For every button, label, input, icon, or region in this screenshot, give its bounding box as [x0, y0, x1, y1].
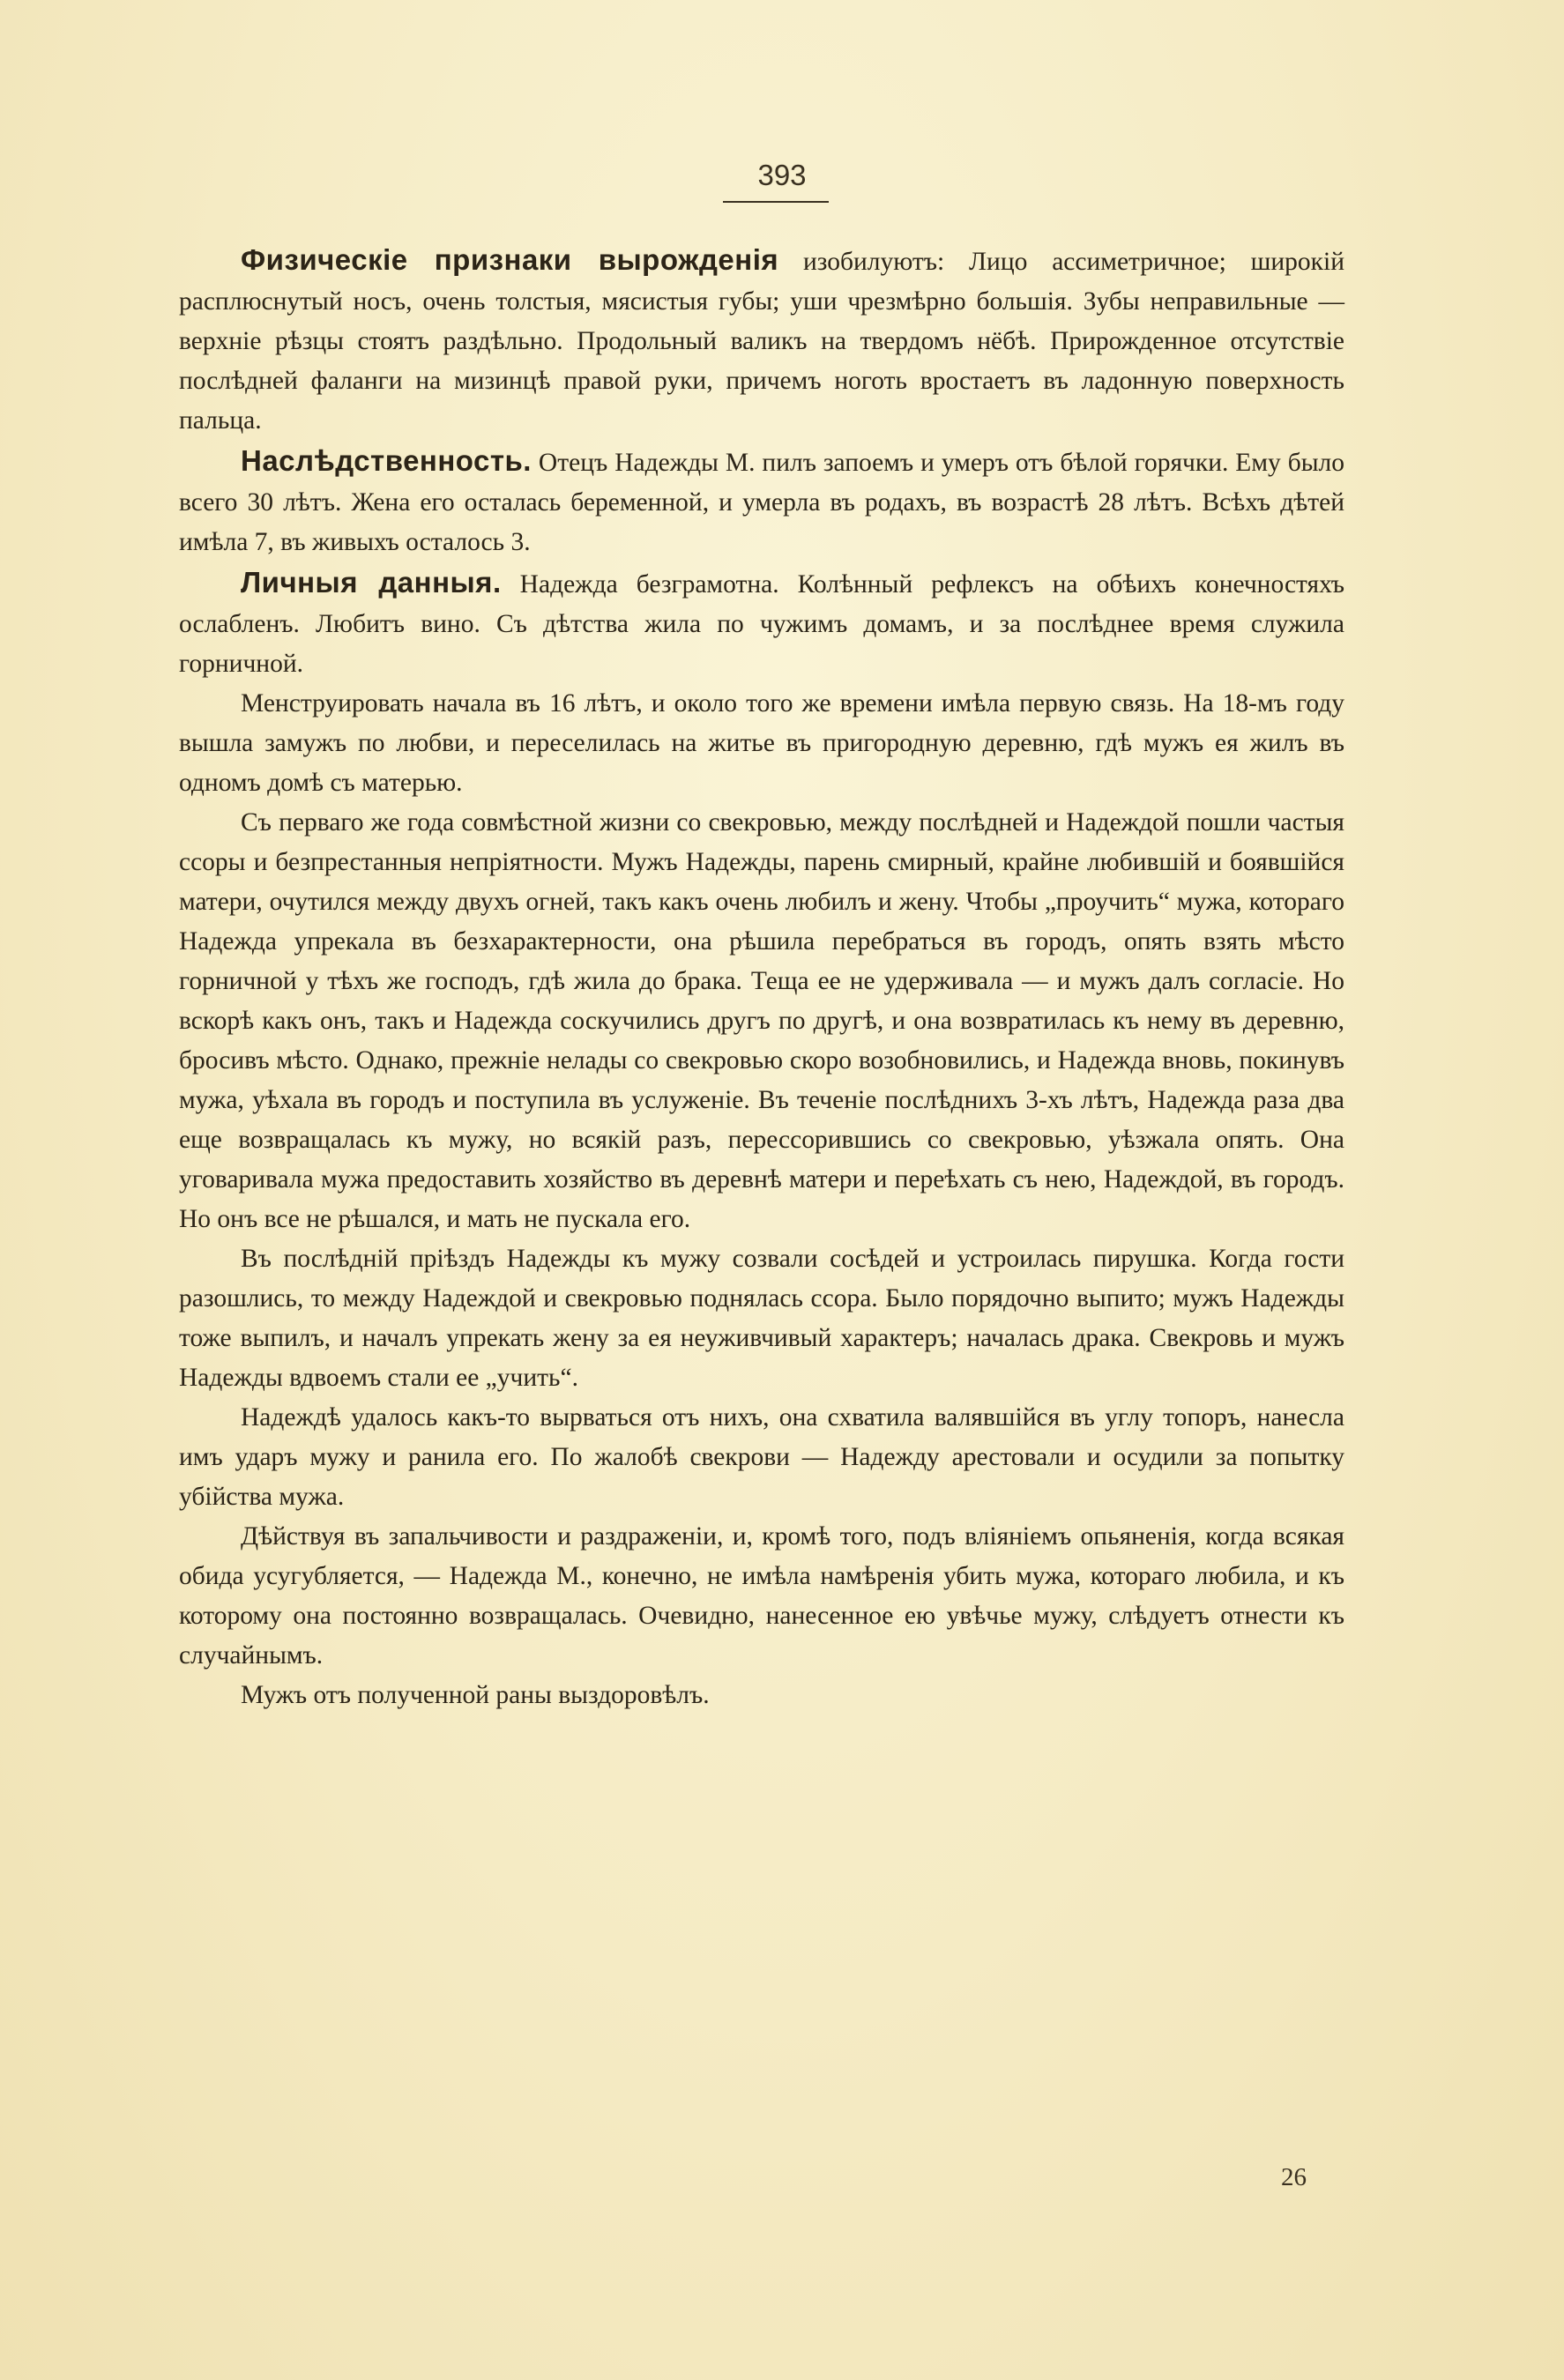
- paragraph-text: Надеждѣ удалось какъ-то вырваться отъ нихъ, она схватила валявшiйся въ углу топоръ, нанесла имъ ударъ мужу и ранила его. По жалобѣ свекрови — Надежду арестовали и осудили за попытку убiйства мужа.: [179, 1403, 1344, 1511]
- paragraph-text: Отецъ Надежды М. пилъ запоемъ и умеръ отъ бѣлой горячки. Ему было всего 30 лѣтъ. Жена его осталась беременной, и умерла въ родахъ, въ возрастѣ 28 лѣтъ. Всѣхъ дѣтей имѣла 7, въ живыхъ осталось 3.: [179, 449, 1344, 556]
- heading-personal-data: Личныя данныя.: [241, 566, 502, 599]
- page-number-rule: [723, 201, 829, 203]
- heading-physical-signs: Физическiе признаки вырожденiя: [241, 243, 779, 276]
- paragraph-recovery: [179, 1676, 1344, 1715]
- paragraph-text: Въ послѣднiй прiѣздъ Надежды къ мужу созвали сосѣдей и устроилась пирушка. Когда гости разошлись, то между Надеждой и свекровью поднялась ссора. Было порядочно выпито; мужъ Надежды тоже выпилъ, и началъ упрекать жену за ея неуживчивый характеръ; началась драка. Свекровь и мужъ Надежды вдвоемъ стали ее „учить“.: [179, 1245, 1344, 1392]
- paragraph-text: изобилуютъ: Лицо ассиметричное; широкiй расплюснутый носъ, очень толстыя, мясистыя губы; уши чрезмѣрно большiя. Зубы неправильные — верхнiе рѣзцы стоятъ раздѣльно. Продольный валикъ на твердомъ нёбѣ. Прирожденное отсутствiе послѣдней фаланги на мизинцѣ правой руки, причемъ ноготь вростаетъ въ ладонную поверхность пальца.: [179, 248, 1344, 435]
- signature-mark: 26: [1281, 2163, 1307, 2191]
- paragraph-menstruation: [179, 684, 1344, 803]
- paragraph-text: Мужъ отъ полученной раны выздоровѣлъ.: [241, 1681, 710, 1709]
- body-text: [179, 240, 1344, 1715]
- heading-heredity: Наслѣдственность.: [241, 444, 532, 477]
- paragraph-text: Надежда безграмотна. Колѣнный рефлексъ на обѣихъ конечностяхъ ослабленъ. Любитъ вино. Съ дѣтства жила по чужимъ домамъ, и за послѣднее время служила горничной.: [179, 570, 1344, 678]
- paragraph-text: Менструировать начала въ 16 лѣтъ, и около того же времени имѣла первую связь. На 18-мъ году вышла замужъ по любви, и переселилась на житье въ пригородную деревню, гдѣ мужъ ея жилъ въ одномъ домѣ съ матерью.: [179, 689, 1344, 797]
- paragraph-heredity: [179, 441, 1344, 562]
- paragraph-physical-signs: [179, 240, 1344, 441]
- page-number: 393: [757, 159, 807, 191]
- paragraph-conflicts: [179, 803, 1344, 1239]
- paragraph-personal-data: [179, 562, 1344, 684]
- paragraph-conclusion: [179, 1517, 1344, 1676]
- paragraph-text: Съ перваго же года совмѣстной жизни со свекровью, между послѣдней и Надеждой пошли частыя ссоры и безпрестанныя непрiятности. Мужъ Надежды, парень смирный, крайне любившiй и боявшiйся матери, очутился между двухъ огней, такъ какъ очень любилъ и жену. Чтобы „проучить“ мужа, котораго Надежда упрекала въ безхарактерности, она рѣшила перебраться въ городъ, опять взять мѣсто горничной у тѣхъ же господъ, гдѣ жила до брака. Теща ее не удерживала — и мужъ далъ согласiе. Но вскорѣ какъ онъ, такъ и Надежда соскучились другъ по другѣ, и она возвратилась къ нему въ деревню, бросивъ мѣсто. Однако, прежнiе нелады со свекровью скоро возобновились, и Надежда вновь, покинувъ мужа, уѣхала въ городъ и поступила въ услуженiе. Въ теченiе послѣднихъ 3-хъ лѣтъ, Надежда раза два еще возвращалась къ мужу, но всякiй разъ, перессорившись со свекровью, уѣзжала опять. Она уговаривала мужа предоставить хозяйство въ деревнѣ матери и переѣхать съ нею, Надеждой, въ городъ. Но онъ все не рѣшался, и мать не пускала его.: [179, 808, 1344, 1233]
- paragraph-axe-attack: [179, 1398, 1344, 1517]
- paragraph-text: Дѣйствуя въ запальчивости и раздраженiи, и, кромѣ того, подъ влiянiемъ опьяненiя, когда всякая обида усугубляется, — Надежда М., конечно, не имѣла намѣренiя убить мужа, котораго любила, и къ которому она постоянно возвращалась. Очевидно, нанесенное ею увѣчье мужу, слѣдуетъ отнести къ случайнымъ.: [179, 1522, 1344, 1670]
- paragraph-last-visit: [179, 1239, 1344, 1398]
